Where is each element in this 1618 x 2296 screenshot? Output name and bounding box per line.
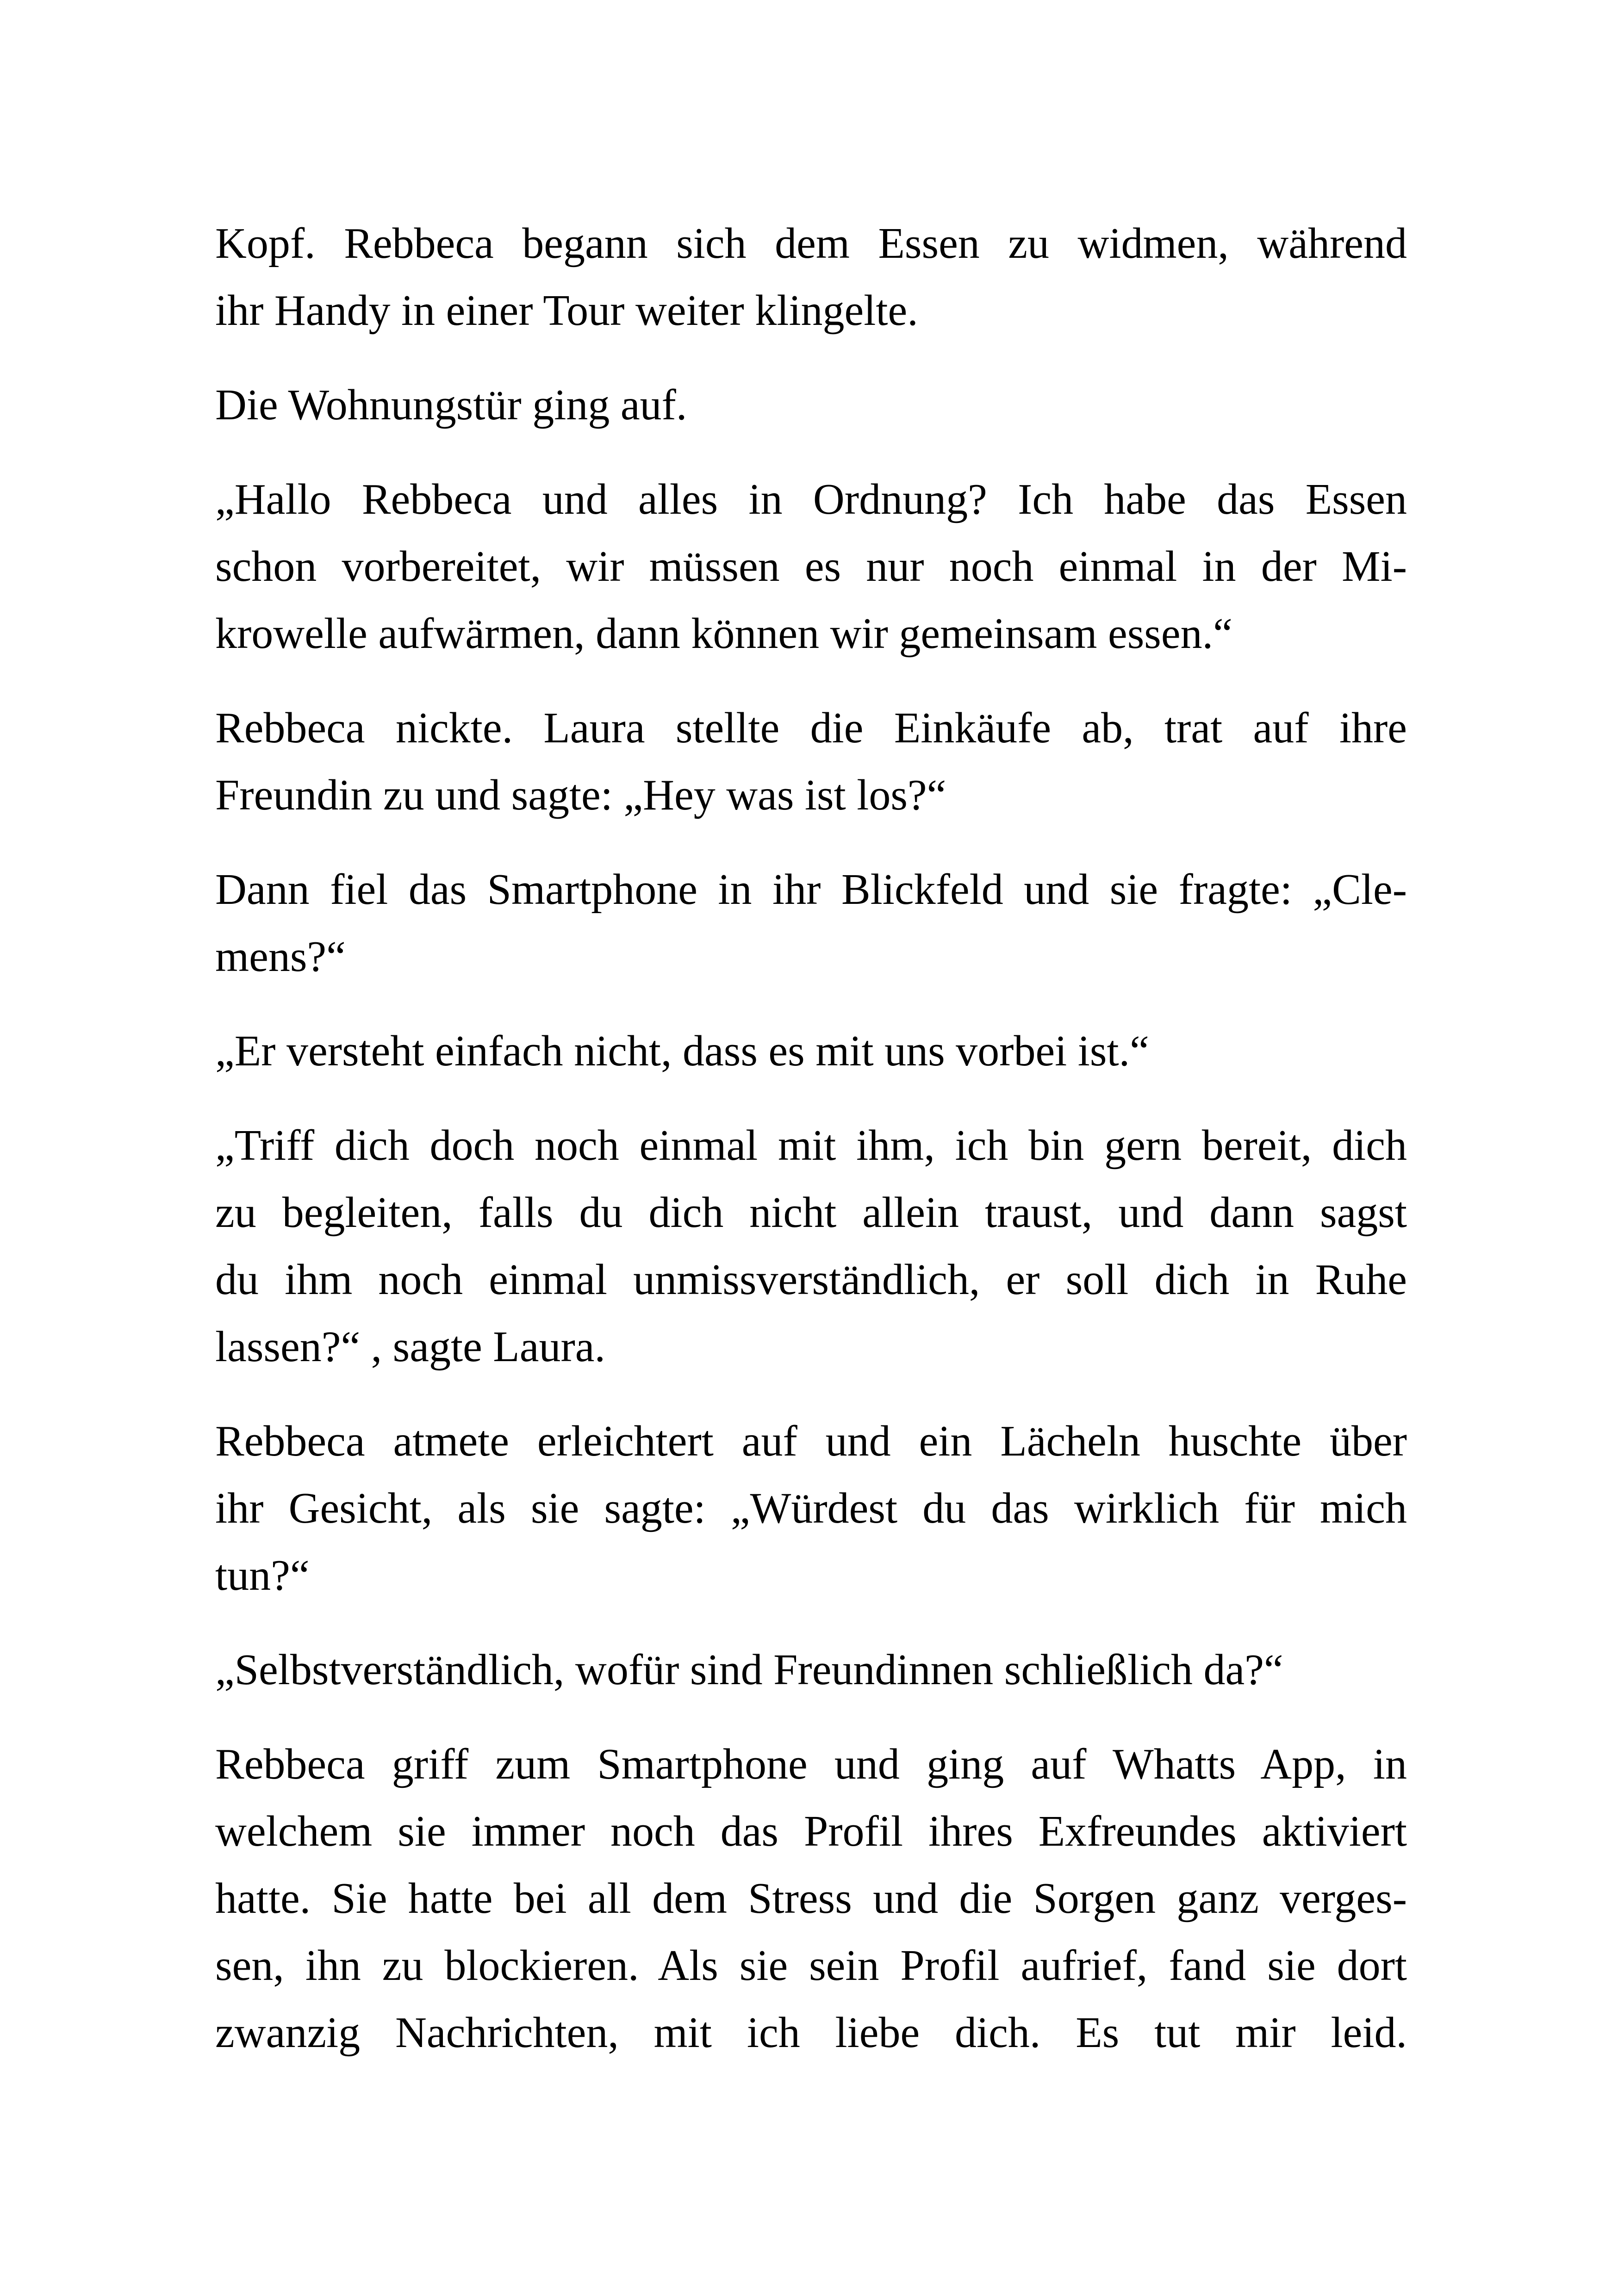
text-block	[215, 210, 1407, 2066]
paragraph	[215, 1636, 1407, 1704]
text-line: „Hallo Rebbeca und alles in Ordnung? Ich habe das Essen	[215, 475, 1407, 523]
paragraph	[215, 210, 1407, 344]
text-line: „Triff dich doch noch einmal mit ihm, ich bin gern bereit, dich	[215, 1121, 1407, 1170]
text-line: Rebbeca atmete erleichtert auf und ein Lächeln huschte über	[215, 1417, 1407, 1465]
text-line: du ihm noch einmal unmissverständlich, er soll dich in Ruhe	[215, 1256, 1407, 1304]
text-line: lassen?“ , sagte Laura.	[215, 1323, 605, 1371]
paragraph	[215, 1731, 1407, 2066]
text-line: hatte. Sie hatte bei all dem Stress und die Sorgen ganz verges-	[215, 1874, 1407, 1923]
paragraph	[215, 466, 1407, 667]
text-line: Die Wohnungstür ging auf.	[215, 381, 687, 429]
text-line: zwanzig Nachrichten, mit ich liebe dich. Es tut mir leid.	[215, 2009, 1407, 2057]
text-line: schon vorbereitet, wir müssen es nur noch einmal in der Mi-	[215, 542, 1407, 591]
paragraph	[215, 372, 1407, 439]
text-line: mens?“	[215, 933, 346, 981]
text-line: Rebbeca nickte. Laura stellte die Einkäufe ab, trat auf ihre	[215, 704, 1407, 752]
text-line: Kopf. Rebbeca begann sich dem Essen zu widmen, während	[215, 219, 1407, 268]
paragraph	[215, 1018, 1407, 1085]
paragraph	[215, 1112, 1407, 1381]
text-line: Freundin zu und sagte: „Hey was ist los?“	[215, 771, 946, 819]
text-line: zu begleiten, falls du dich nicht allein traust, und dann sagst	[215, 1188, 1407, 1237]
text-line: „Selbstverständlich, wofür sind Freundinnen schließlich da?“	[215, 1646, 1283, 1694]
text-line: Rebbeca griff zum Smartphone und ging auf Whatts App, in	[215, 1740, 1407, 1788]
paragraph	[215, 856, 1407, 990]
text-line: welchem sie immer noch das Profil ihres Exfreundes aktiviert	[215, 1807, 1407, 1855]
text-line: ihr Gesicht, als sie sagte: „Würdest du das wirklich für mich	[215, 1484, 1407, 1532]
text-line: ihr Handy in einer Tour weiter klingelte.	[215, 286, 918, 335]
text-line: „Er versteht einfach nicht, dass es mit uns vorbei ist.“	[215, 1027, 1149, 1075]
paragraph	[215, 695, 1407, 829]
text-line: krowelle aufwärmen, dann können wir gemeinsam essen.“	[215, 610, 1232, 658]
text-line: Dann fiel das Smartphone in ihr Blickfeld und sie fragte: „Cle-	[215, 865, 1407, 914]
text-line: tun?“	[215, 1551, 310, 1599]
paragraph	[215, 1408, 1407, 1609]
text-line: sen, ihn zu blockieren. Als sie sein Profil aufrief, fand sie dort	[215, 1941, 1407, 1990]
